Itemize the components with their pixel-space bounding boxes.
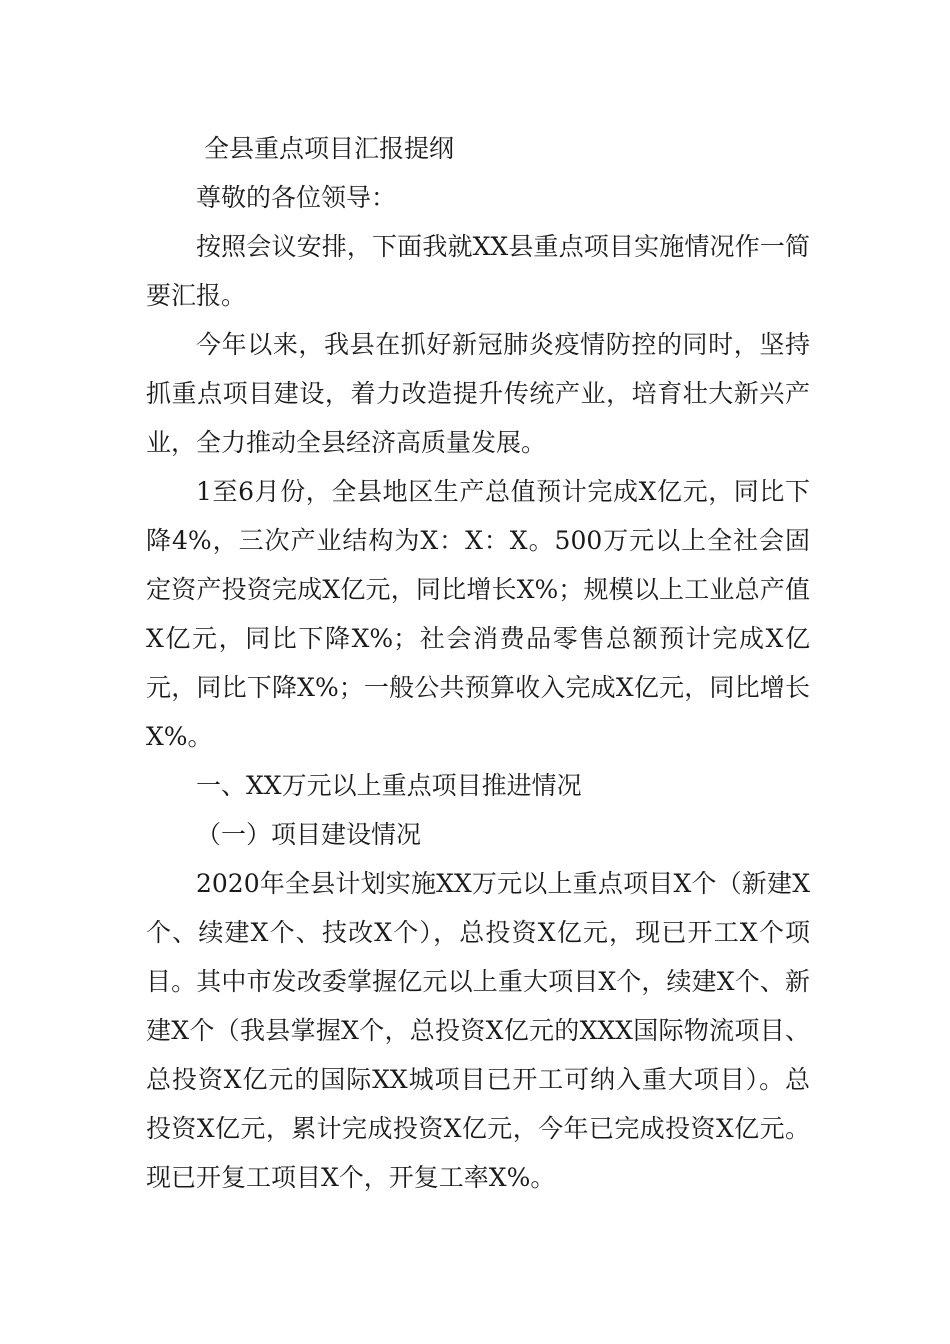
document-body (146, 124, 810, 1202)
paragraph-overview: 今年以来，我县在抓好新冠肺炎疫情防控的同时，坚持抓重点项目建设，着力改造提升传统产业，培育壮大新兴产业，全力推动全县经济高质量发展。 (146, 330, 810, 457)
document-title: 全县重点项目汇报提纲 (204, 134, 455, 163)
subsection-heading: （一）项目建设情况 (196, 820, 422, 849)
paragraph-project-status: 2020年全县计划实施XX万元以上重点项目X个（新建X个、续建X个、技改X个），总投资X亿元，现已开工X个项目。其中市发改委掌握亿元以上重大项目X个，续建X个、新建X个（我县掌握X个，总投资X亿元的XXX国际物流项目、总投资X亿元的国际XX城项目已开工可纳入重大项目）。总投资X亿元，累计完成投资X亿元，今年已完成投资X亿元。现已开复工项目X个，开复工率X%。 (146, 869, 810, 1192)
paragraph-economic-stats: 1至6月份，全县地区生产总值预计完成X亿元，同比下降4%，三次产业结构为X：X：X。500万元以上全社会固定资产投资完成X亿元，同比增长X%；规模以上工业总产值X亿元，同比下降X%；社会消费品零售总额预计完成X亿元，同比下降X%；一般公共预算收入完成X亿元，同比增长X%。 (146, 477, 810, 751)
salutation: 尊敬的各位领导： (196, 183, 397, 212)
section-heading: 一、XX万元以上重点项目推进情况 (196, 771, 582, 800)
paragraph-intro: 按照会议安排，下面我就XX县重点项目实施情况作一简要汇报。 (146, 232, 810, 310)
